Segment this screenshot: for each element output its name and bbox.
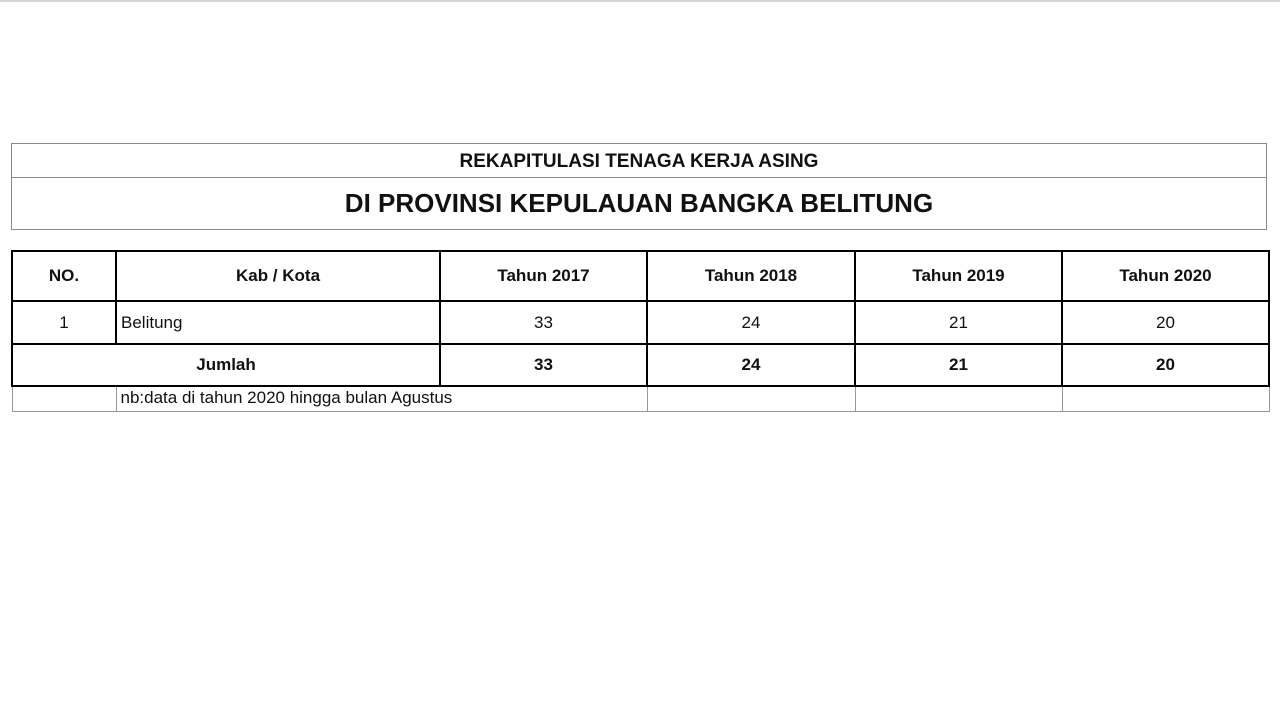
total-2017: 33 (440, 344, 647, 386)
cell-2018: 24 (647, 301, 855, 344)
report-subtitle: DI PROVINSI KEPULAUAN BANGKA BELITUNG (344, 188, 934, 218)
header-tahun-2019: Tahun 2019 (855, 251, 1062, 301)
header-tahun-2018: Tahun 2018 (647, 251, 855, 301)
note-empty-cell (647, 386, 855, 411)
report-title: REKAPITULASI TENAGA KERJA ASING (12, 144, 1266, 178)
total-row (12, 344, 1269, 386)
note-empty-cell (855, 386, 1062, 411)
cell-2019: 21 (855, 301, 1062, 344)
table-row (12, 301, 1269, 344)
note-row (12, 386, 1269, 411)
top-divider (0, 0, 1280, 2)
header-no: NO. (12, 251, 116, 301)
title-box (11, 143, 1267, 230)
total-label: Jumlah (12, 344, 440, 386)
total-2019: 21 (855, 344, 1062, 386)
header-kab-kota: Kab / Kota (116, 251, 440, 301)
cell-2020: 20 (1062, 301, 1269, 344)
header-tahun-2017: Tahun 2017 (440, 251, 647, 301)
cell-kab-kota: Belitung (116, 301, 440, 344)
cell-2017: 33 (440, 301, 647, 344)
note-empty-cell (1062, 386, 1269, 411)
header-tahun-2020: Tahun 2020 (1062, 251, 1269, 301)
total-2018: 24 (647, 344, 855, 386)
table-header-row (12, 251, 1269, 301)
tka-table (11, 250, 1270, 412)
cell-no: 1 (12, 301, 116, 344)
note-empty-cell (12, 386, 116, 411)
total-2020: 20 (1062, 344, 1269, 386)
note-text: nb:data di tahun 2020 hingga bulan Agustus (116, 386, 647, 411)
